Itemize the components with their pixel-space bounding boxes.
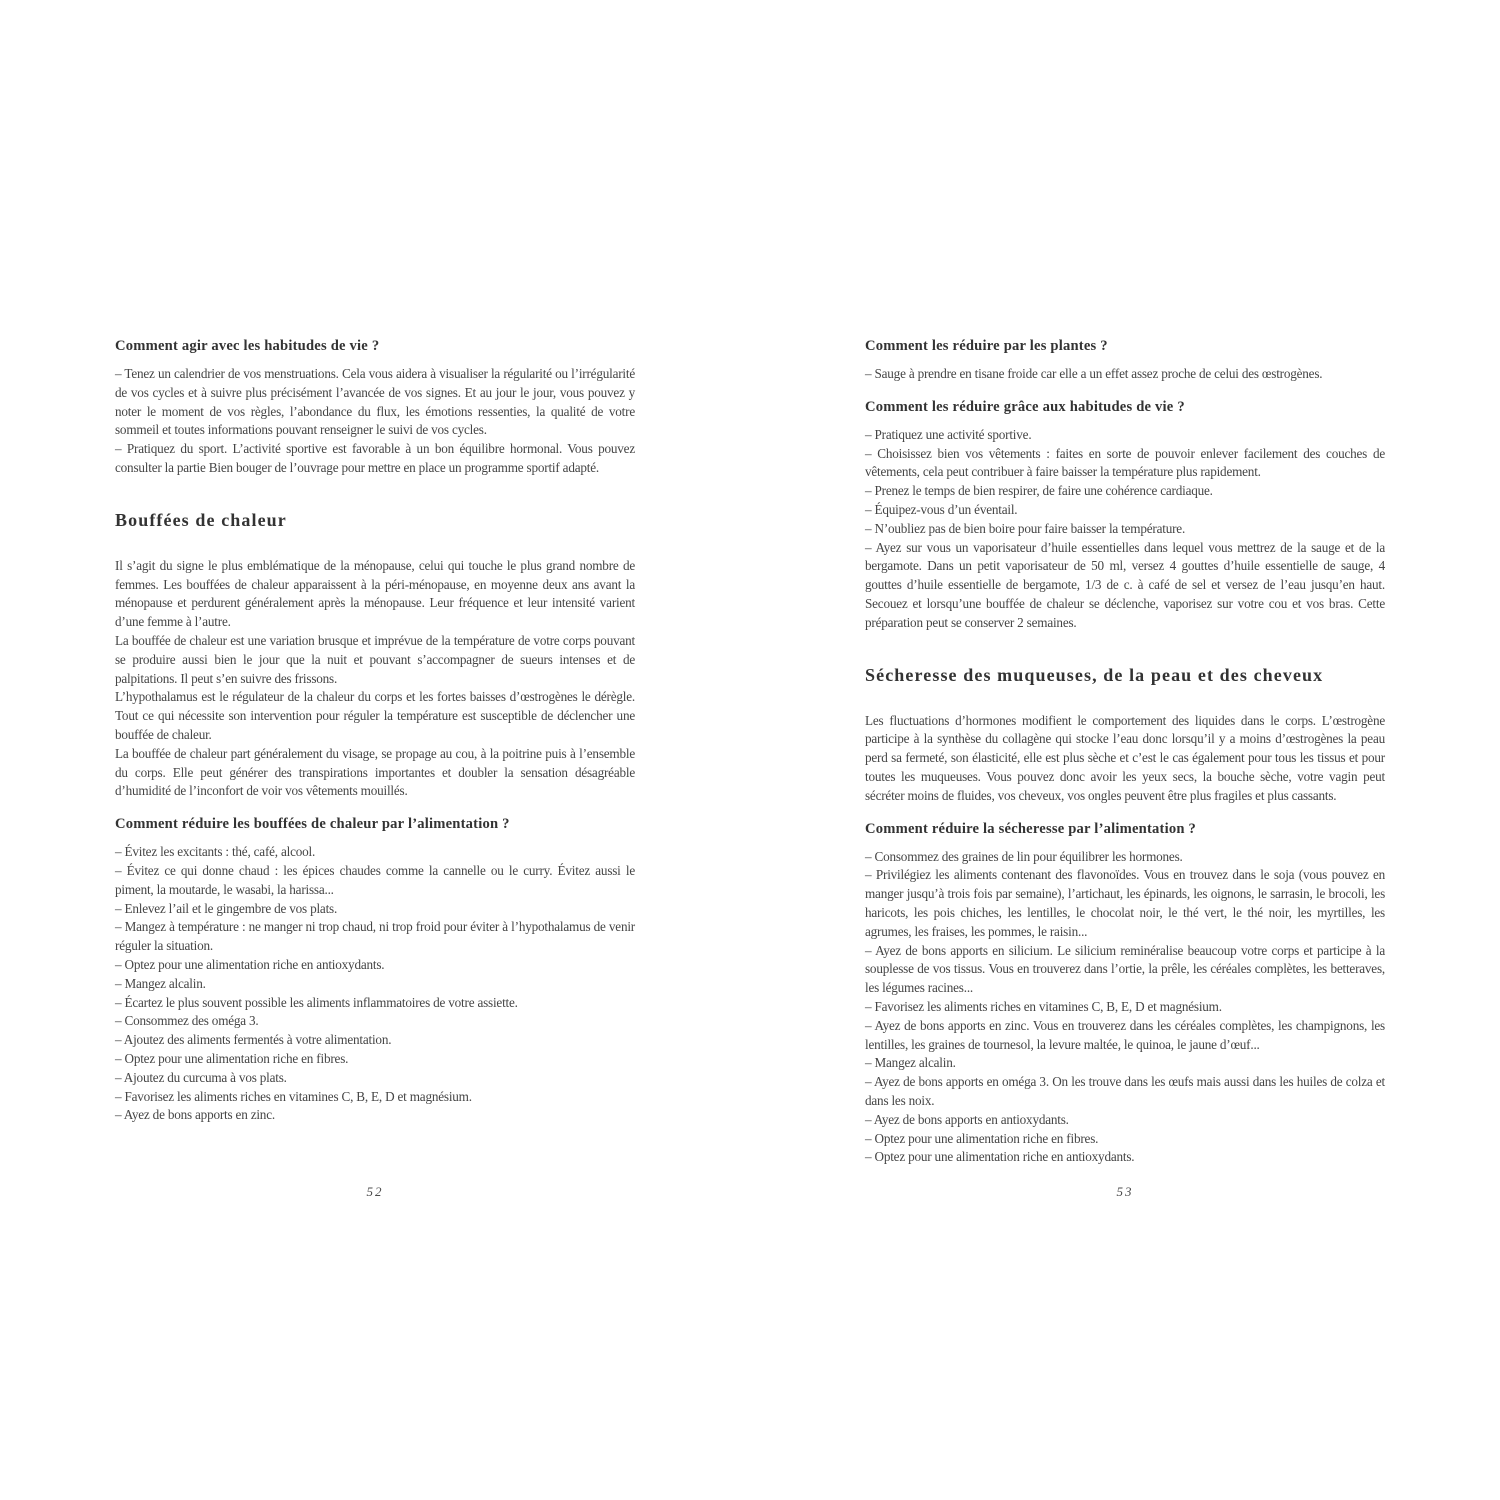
sub-heading: Comment réduire la sécheresse par l’alimentation ? [865,820,1197,837]
sub-heading: Comment les réduire par les plantes ? [865,338,1108,354]
list-item: – N’oubliez pas de bien boire pour faire baisser la température. [865,520,1186,536]
list-item: – Évitez ce qui donne chaud : les épices chaudes comme la cannelle ou le curry. Évitez aussi le piment, la moutarde, le wasabi, la harissa... [115,862,635,897]
sub-heading: Comment réduire les bouffées de chaleur par l’alimentation ? [115,816,510,833]
list-item: – Ayez sur vous un vaporisateur d’huile essentielles dans lequel vous mettrez de la sauge et de la bergamote. Dans un petit vaporisateur de 50 ml, versez 4 gouttes d’huile essentielle de sauge, 4 gouttes d’huile essentielle de bergamote, 1/3 de c. à café de sel et versez de l’eau jusqu’en haut. Secouez et lorsqu’une bouffée de chaleur se déclenche, vaporisez sur votre cou et vos bras. Cette préparation peut se conserver 2 semaines. [865,539,1385,630]
list-item: – Mangez alcalin. [865,1055,956,1071]
list-item: – Optez pour une alimentation riche en fibres. [115,1050,349,1066]
list-item: – Évitez les excitants : thé, café, alcool. [115,844,316,860]
list-item: – Optez pour une alimentation riche en antioxydants. [115,956,385,972]
sub-heading: Comment agir avec les habitudes de vie ? [115,338,380,354]
paragraph: – Sauge à prendre en tisane froide car elle a un effet assez proche de celui des œstrogènes. [865,366,1323,381]
page-right-column [865,337,1385,1167]
paragraph: – Pratiquez du sport. L’activité sportive est favorable à un bon équilibre hormonal. Vous pouvez consulter la partie Bien bouger de l’ouvrage pour mettre en place un programme sportif adapté. [115,441,635,475]
list-item: – Consommez des graines de lin pour équilibrer les hormones. [865,848,1183,864]
page-number-right: 53 [1116,1184,1134,1199]
list-item: – Mangez à température : ne manger ni trop chaud, ni trop froid pour éviter à l’hypothalamus de venir réguler la situation. [115,919,635,954]
list-item: – Équipez-vous d’un éventail. [865,501,1018,517]
list-item: – Ayez de bons apports en oméga 3. On les trouve dans les œufs mais aussi dans les huiles de colza et dans les noix. [865,1074,1385,1108]
list-item: – Favorisez les aliments riches en vitamines C, B, E, D et magnésium. [865,998,1222,1014]
sub-heading: Comment les réduire grâce aux habitudes de vie ? [865,398,1185,415]
list-item: – Enlevez l’ail et le gingembre de vos plats. [115,900,338,916]
paragraph: La bouffée de chaleur part généralement du visage, se propage au cou, à la poitrine puis à l’ensemble du corps. Elle peut générer des transpirations importantes et doubler la sensation désagréable d’humidité de l’inconfort de voir vos vêtements mouillés. [115,745,635,799]
list-item: – Écartez le plus souvent possible les aliments inflammatoires de votre assiette. [115,994,518,1010]
list-item: – Mangez alcalin. [115,975,206,991]
list-item: – Privilégiez les aliments contenant des flavonoïdes. Vous en trouvez dans le soja (vous pouvez en manger jusqu’à trois fois par semaine), l’artichaut, les épinards, les oignons, le sarrasin, le brocoli, les haricots, les pois chiches, les lentilles, le chocolat noir, le thé vert, le thé noir, les myrtilles, les agrumes, les fraises, les pommes, le raisin... [865,867,1385,939]
list-item: – Pratiquez une activité sportive. [865,426,1032,442]
list-item: – Ayez de bons apports en zinc. [115,1107,275,1123]
list-item: – Choisissez bien vos vêtements : faites en sorte de pouvoir enlever facilement des couches de vêtements, cela peut contribuer à faire baisser la température plus rapidement. [865,445,1385,480]
page-number-left: 52 [366,1184,384,1199]
list-item: – Ayez de bons apports en antioxydants. [865,1111,1069,1127]
list-item: – Consommez des oméga 3. [115,1013,259,1029]
paragraph: La bouffée de chaleur est une variation brusque et imprévue de la température de votre corps pouvant se produire aussi bien le jour que la nuit et pouvant s’accompagner de sueurs intenses et de palpitations. Il peut s’en suivre des frissons. [115,632,635,686]
page-left-column [115,337,635,1125]
list-item: – Favorisez les aliments riches en vitamines C, B, E, D et magnésium. [115,1088,472,1104]
list-item: – Ajoutez des aliments fermentés à votre alimentation. [115,1032,392,1048]
paragraph: – Tenez un calendrier de vos menstruations. Cela vous aidera à visualiser la régularité ou l’irrégularité de vos cycles et à suivre plus précisément l’avancée de vos signes. Et au jour le jour, vous pouvez y noter le moment de vos règles, l’abondance du flux, les émotions ressenties, la qualité de votre sommeil et toutes informations pouvant renseigner le suivi de vos cycles. [115,366,635,438]
paragraph: L’hypothalamus est le régulateur de la chaleur du corps et les fortes baisses d’œstrogènes le dérègle. Tout ce qui nécessite son intervention pour réguler la température est susceptible de déclencher une bouffée de chaleur. [115,689,635,742]
section-heading: Sécheresse des muqueuses, de la peau et des cheveux [865,664,1324,685]
paragraph: Il s’agit du signe le plus emblématique de la ménopause, celui qui touche le plus grand nombre de femmes. Les bouffées de chaleur apparaissent à la péri-ménopause, en moyenne deux ans avant la ménopause et perdurent généralement après la ménopause. Leur fréquence et leur intensité varient d’une femme à l’autre. [115,557,635,630]
list-item: – Optez pour une alimentation riche en antioxydants. [865,1149,1135,1165]
paragraph: Les fluctuations d’hormones modifient le comportement des liquides dans le corps. L’œstrogène participe à la synthèse du collagène qui stocke l’eau donc lorsqu’il y a moins d’œstrogènes la peau perd sa fermeté, son élasticité, elle est plus sèche et c’est le cas également pour tous les tissus et pour toutes les muqueuses. Vous pouvez donc avoir les yeux secs, la bouche sèche, votre vagin peut sécréter moins de fluides, vos cheveux, vos ongles peuvent être plus fragiles et plus cassants. [865,712,1385,803]
list-item: – Prenez le temps de bien respirer, de faire une cohérence cardiaque. [865,483,1213,499]
list-item: – Optez pour une alimentation riche en fibres. [865,1130,1099,1146]
list-item: – Ajoutez du curcuma à vos plats. [115,1069,287,1085]
list-item: – Ayez de bons apports en zinc. Vous en trouverez dans les céréales complètes, les champignons, les lentilles, les graines de tournesol, la levure maltée, le quinoa, le jaune d’œuf... [865,1017,1385,1052]
list-item: – Ayez de bons apports en silicium. Le silicium reminéralise beaucoup votre corps et participe à la souplesse de vos tissus. Vous en trouverez dans l’ortie, la prêle, les céréales complètes, les betteraves, les légumes racines... [865,942,1385,996]
section-heading: Bouffées de chaleur [115,509,287,530]
